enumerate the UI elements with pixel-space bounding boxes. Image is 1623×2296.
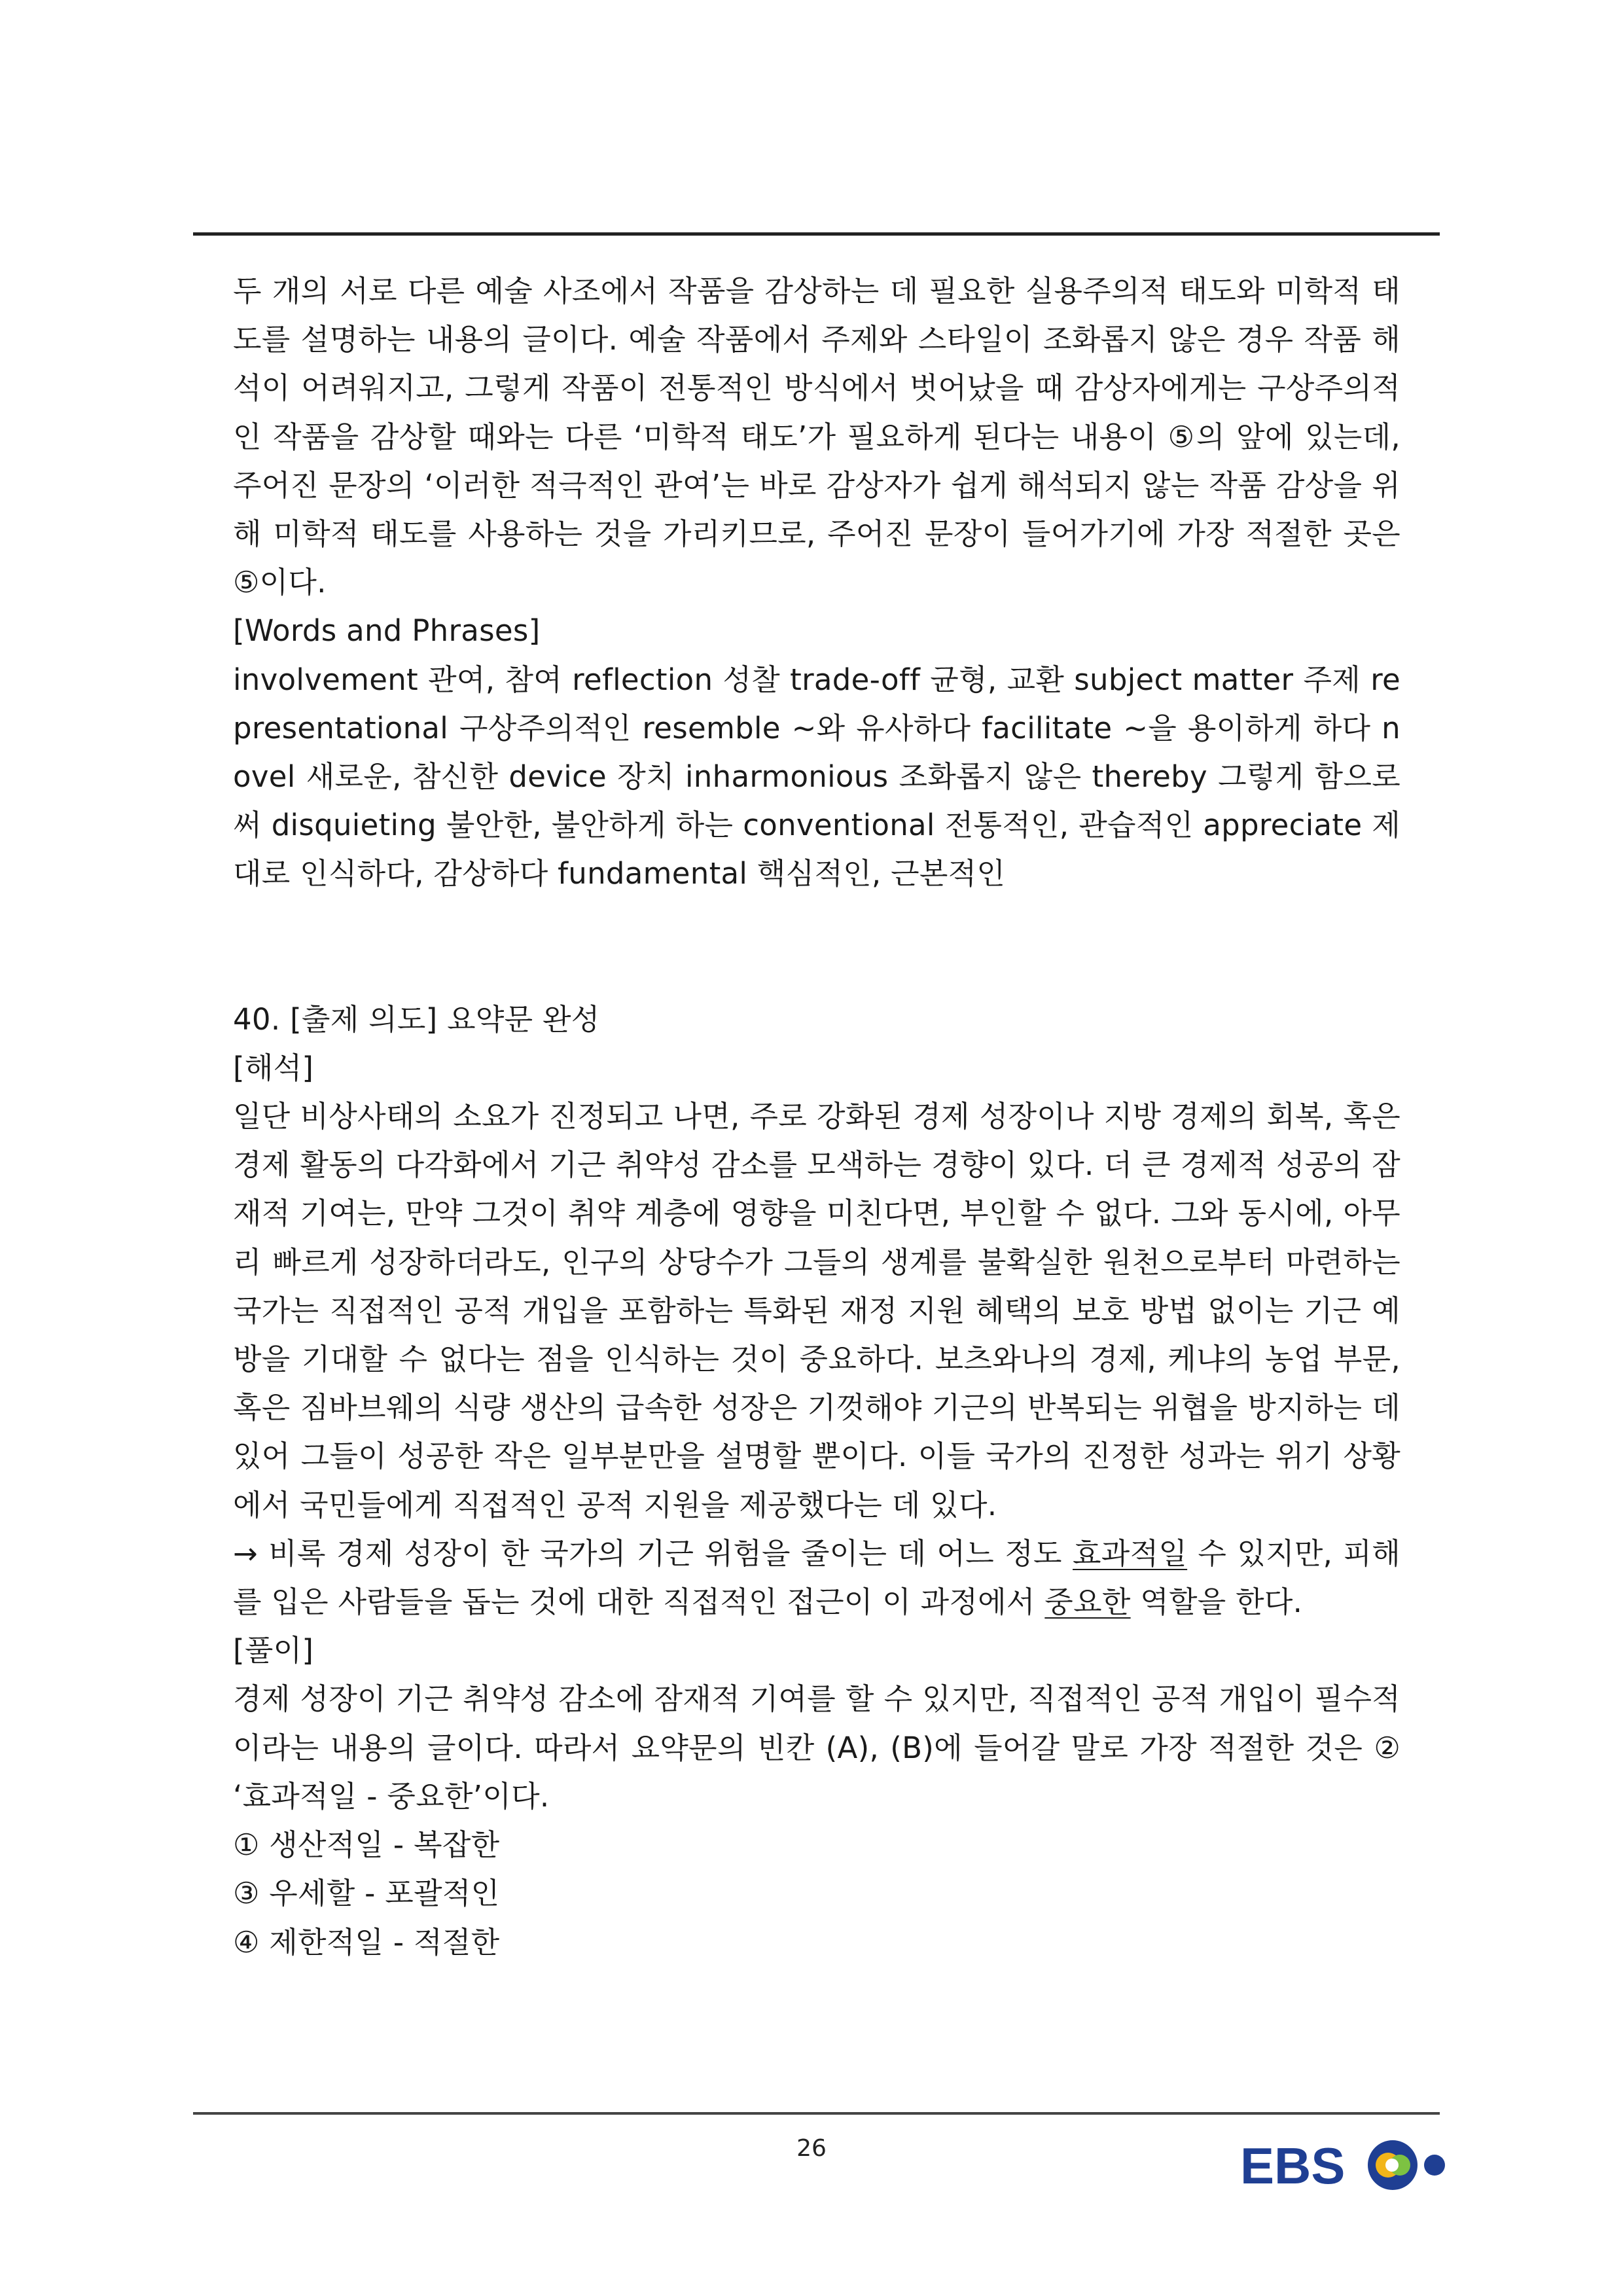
explanation-paragraph: 두 개의 서로 다른 예술 사조에서 작품을 감상하는 데 필요한 실용주의적 태도와 미학적 태도를 설명하는 내용의 글이다. 예술 작품에서 주제와 스타일이 조화롭지 않은 경우 작품 해석이 어려워지고, 그렇게 작품이 전통적인 방식에서 벗어났을 때 감상자에게는 구상주의적인 작품을 감상할 때와는 다른 ‘미학적 태도’가 필요하게 된다는 내용이 ⑤의 앞에 있는데, 주어진 문장의 ‘이러한 적극적인 관여’는 바로 감상자가 쉽게 해석되지 않는 작품 감상을 위해 미학적 태도를 사용하는 것을 가리키므로, 주어진 문장이 들어가기에 가장 적절한 곳은 ⑤이다. bbox=[233, 274, 1400, 600]
ebs-logo-text: EBS bbox=[1240, 2137, 1346, 2195]
translation-paragraph: 일단 비상사태의 소요가 진정되고 나면, 주로 강화된 경제 성장이나 지방 경제의 회복, 혹은 경제 활동의 다각화에서 기근 취약성 감소를 모색하는 경향이 있다. 더 큰 경제적 성공의 잠재적 기여는, 만약 그것이 취약 계층에 영향을 미친다면, 부인할 수 없다. 그와 동시에, 아무리 빠르게 성장하더라도, 인구의 상당수가 그들의 생계를 불확실한 원천으로부터 마련하는 국가는 직접적인 공적 개입을 포함하는 특화된 재정 지원 혜택의 보호 방법 없이는 기근 예방을 기대할 수 없다는 점을 인식하는 것이 중요하다. 보츠와나의 경제, 케냐의 농업 부문, 혹은 짐바브웨의 식량 생산의 급속한 성장은 기껏해야 기근의 반복되는 위협을 방지하는 데 있어 그들이 성공한 작은 일부분만을 설명할 뿐이다. 이들 국가의 진정한 성과는 위기 상황에서 국민들에게 직접적인 공적 지원을 제공했다는 데 있다. bbox=[233, 1099, 1400, 1522]
words-and-phrases-heading: [Words and Phrases] bbox=[233, 613, 541, 649]
summary-sentence: → 비록 경제 성장이 한 국가의 기근 위험을 줄이는 데 어느 정도 효과적일 수 있지만, 피해를 입은 사람들을 돕는 것에 대한 직접적인 접근이 이 과정에서 중요한 역할을 한다. bbox=[233, 1535, 1400, 1620]
section-gap bbox=[233, 899, 1400, 996]
footer-rule bbox=[193, 2112, 1440, 2115]
blank-b-answer: 중요한 bbox=[1044, 1585, 1131, 1620]
question-heading: 40. [출제 의도] 요약문 완성 bbox=[233, 1001, 600, 1037]
page-number: 26 bbox=[796, 2135, 827, 2162]
ebs-logo-mark bbox=[1368, 2140, 1445, 2190]
ebs-logo bbox=[1240, 2125, 1456, 2203]
answer-explanation-body bbox=[233, 267, 1400, 1967]
translation-heading: [해석] bbox=[233, 1050, 314, 1085]
blank-a-answer: 효과적일 bbox=[1073, 1535, 1188, 1571]
header-rule bbox=[193, 232, 1440, 236]
choice-1: ① 생산적일 - 복잡한 bbox=[233, 1827, 500, 1863]
vocabulary-list: involvement 관여, 참여 reflection 성찰 trade-off 균형, 교환 subject matter 주제 representational 구상주의적인 resemble ~와 유사하다 facilitate ~을 용이하게 하다 novel 새로운, 참신한 device 장치 inharmonious 조화롭지 않은 thereby 그렇게 함으로써 disquieting 불안한, 불안하게 하는 conventional 전통적인, 관습적인 appreciate 제대로 인식하다, 감상하다 fundamental 핵심적인, 근본적인 bbox=[233, 662, 1400, 891]
choice-4: ④ 제한적일 - 적절한 bbox=[233, 1924, 500, 1960]
solution-paragraph: 경제 성장이 기근 취약성 감소에 잠재적 기여를 할 수 있지만, 직접적인 공적 개입이 필수적이라는 내용의 글이다. 따라서 요약문의 빈칸 (A), (B)에 들어갈 말로 가장 적절한 것은 ② ‘효과적일 - 중요한’이다. bbox=[233, 1681, 1400, 1814]
solution-heading: [풀이] bbox=[233, 1633, 314, 1668]
choice-3: ③ 우세할 - 포괄적인 bbox=[233, 1876, 500, 1911]
